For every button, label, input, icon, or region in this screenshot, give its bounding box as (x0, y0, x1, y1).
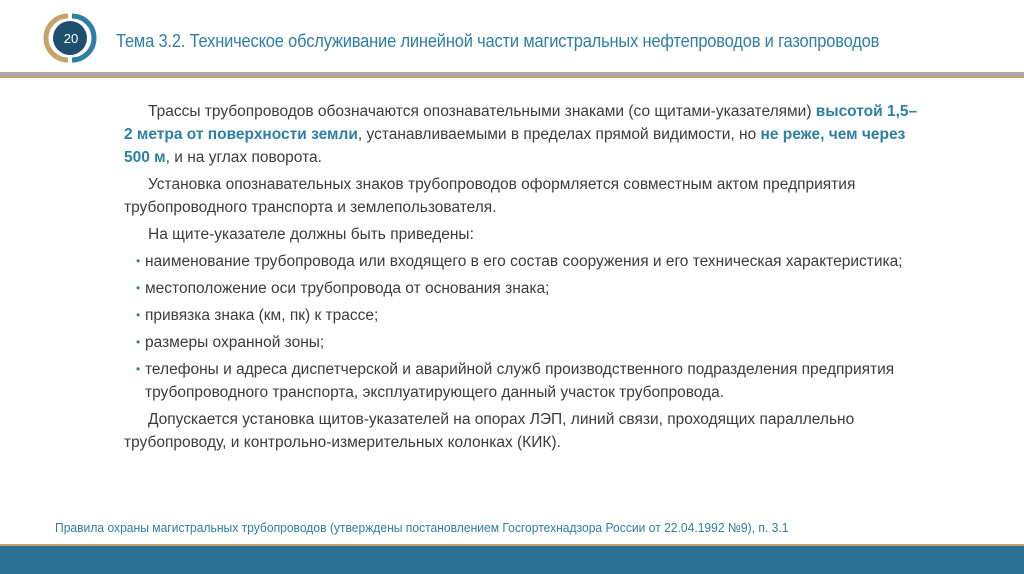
paragraph-markers (124, 100, 924, 169)
bullet-icon: • (136, 362, 141, 376)
list-item-text: наименование трубопровода или входящего в его состав сооружения и его техническая характеристика; (145, 253, 903, 270)
list-item-text: привязка знака (км, пк) к трассе; (145, 307, 379, 324)
highlight-height: высотой 1,5–2 метра от поверхности земли (124, 103, 918, 143)
slide-number: 20 (63, 30, 79, 46)
paragraph-sign-info (124, 223, 924, 246)
bullet-icon: • (136, 281, 141, 295)
list-item (124, 250, 924, 273)
slide-body (124, 100, 924, 458)
list-item (124, 358, 924, 404)
paragraph-text: Установка опознавательных знаков трубопроводов оформляется совместным актом предприятия трубопроводного транспорта и землепользователя. (124, 176, 856, 216)
paragraph-text: Допускается установка щитов-указателей на опорах ЛЭП, линий связи, проходящих параллельно трубопроводу, и контрольно-измерительных колонках (КИК). (124, 411, 855, 451)
source-footnote: Правила охраны магистральных трубопроводов (утверждены постановлением Госгортехнадзора России от 22.04.1992 №9), п. 3.1 (55, 520, 789, 535)
bullet-icon: • (136, 335, 141, 349)
paragraph-text: , устанавливаемыми в пределах прямой видимости, но (357, 126, 761, 143)
list-item-text: телефоны и адреса диспетчерской и аварийной служб производственного подразделения предприятия трубопроводного транспорта, эксплуатирующего данный участок трубопровода. (145, 361, 895, 401)
bullet-icon: • (136, 308, 141, 322)
paragraph-act (124, 173, 924, 219)
footer-bar (0, 546, 1024, 574)
slide-title: Тема 3.2. Техническое обслуживание линейной части магистральных нефтепроводов и газопроводов (116, 30, 880, 51)
paragraph-text: На щите-указателе должны быть приведены: (148, 226, 474, 243)
highlight-interval: не реже, чем через 500 м (124, 126, 906, 166)
header-divider-accent (0, 76, 1024, 78)
slide-number-badge (38, 12, 102, 64)
list-item (124, 331, 924, 354)
paragraph-text: Трассы трубопроводов обозначаются опознавательными знаками (со щитами-указателями) (148, 103, 816, 120)
list-item-text: местоположение оси трубопровода от основания знака; (145, 280, 550, 297)
list-item (124, 277, 924, 300)
bullet-icon: • (136, 254, 141, 268)
list-item-text: размеры охранной зоны; (145, 334, 325, 351)
paragraph-text: , и на углах поворота. (165, 149, 322, 166)
paragraph-poles (124, 408, 924, 454)
list-item (124, 304, 924, 327)
